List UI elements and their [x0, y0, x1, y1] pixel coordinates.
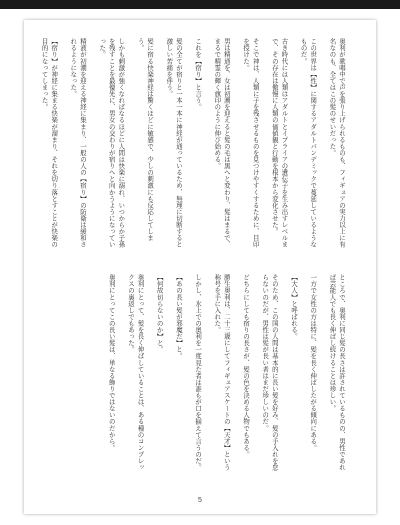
body-text-upper: 奥利が歌唱中で声を張り上げられるものも、フィギュアの実力以上に有名なのも、全てはこの髪のせいだった。 この世界は【性】に関するアダルトパンデミックで蔓延しているようなものだ。 古き時代には人類はアダルトとイプライアの遺伝子を生み出すレベルまで、その存在は傲慢に人類の価値観と行動を根本から変化させた。 そこで神は、人類に子を残させるものを見つけやすくするために、目印を授けた。 男は精通を、女は初潮を迎えると髪の毛は黒へと変わり、髪はまるで、まるで精霊の輝く旗印のように伸び始める。 これを【宿り】と言う。 髪の全てが宿りと一本一本に神経が通っているため、無理に切断すると激しい苦痛を伴う。 髪に宿る快楽神経は驚くほどに敏感で、少しの刺激にも反応してしまう。 しかも刺激が強くなればなるほどに人間は快楽に溺れ、いつからか子孫を残すことを最優先に、男女の交わりが宿りへと向かうようになっていった。 精液が初潮を迎える神経に集まり、一般の人の【宿り】の防衛は緩和されるようになった。 【宿り】が神経に集まる快楽が溜まり、それを切り落とすことが快楽の目的になってしまった。 — [40, 38, 346, 248]
document-page — [24, 20, 376, 514]
body-text-lower: ところで、奥利に同じ髪の長さは許されているものの、男性であれば芸能人でも長く伸ばし続けることは珍しい。 一方で女性の方は特に、髪を長く伸ばしたがる傾向にある。 【大人】と呼ばれる。 そのため、この国の人間は基本的に長い髪を好み、髪の手入れを怠らないのだが、男性は髪が長い者はまだ珍しいのだ。 どちらにしても宿りの長さが、髪の色を決める人物でもある。 勝生奥利は、二十三歳にしてフィギュアスケートの【天才】という称号を手に入れた。 しかし、氷上での奥利を一度見た者は誰もが口を揃えて言うのだ。 【あの長い髪が邪魔だ】と。 【何故切らないのか】と。 奥利にとって、髪を長く伸ばしていることは、ある種のコンプレックスの裏返しでもあった。 奥利にとってこの長い髪は、単なる飾りではないのだから。 — [107, 274, 346, 471]
viewer-top-bar — [0, 0, 400, 9]
page-number: 5 — [198, 497, 202, 504]
